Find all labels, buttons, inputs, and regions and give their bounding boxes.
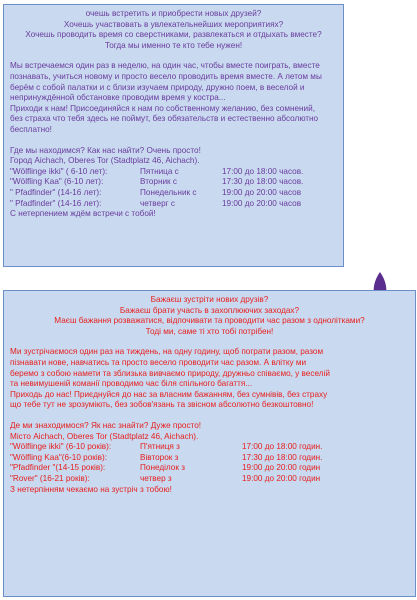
ru-intro-line: непринуждённой обстановке проводим время у костра...: [10, 93, 226, 103]
ru-intro-line: берём с собой палатки и с близи изучаем природу, дружно поем, в веселой и: [10, 82, 305, 92]
ru-time: 19:00 до 20:00 часов: [222, 198, 302, 208]
ru-day: Пятница с: [140, 166, 179, 176]
ua-intro-line: пізнавати нове, навчатись та просто весело проводити час разом. А влітку ми: [10, 357, 307, 367]
ua-time: 17:30 до 18:00 годин.: [242, 452, 323, 462]
ua-header-line: Тоді ми, саме ті хто тобі потрібен!: [145, 326, 274, 336]
ua-intro-paragraph: [10, 347, 409, 411]
ru-location-line: Город Aichach, Oberes Tor (Stadtplatz 46, Aichach).: [10, 156, 200, 166]
ua-closing: З нетерпінням чекаємо на зустріч з тобою!: [10, 484, 172, 494]
ua-time: 17:00 до 18:00 годин.: [242, 442, 323, 452]
ru-header: [10, 9, 337, 51]
ru-location-line: Где мы находимся? Как нас найти? Очень просто!: [10, 145, 201, 155]
ua-group: "Pfadfinder "(14-15 років):: [10, 463, 106, 473]
ru-header-line: Хочешь участвовать в увлекательнейших мероприятиях?: [63, 19, 284, 29]
ua-group: "Rover" (16-21 років):: [10, 473, 90, 483]
ua-time: 19:00 до 20:00 годин: [242, 473, 321, 483]
ru-day: четверг с: [140, 198, 176, 208]
ua-schedule-row: [10, 453, 409, 464]
ru-schedule-row: [10, 188, 337, 199]
ua-schedule: [10, 442, 409, 495]
ru-time: 19:00 до 20:00 часов: [222, 187, 302, 197]
ru-group: " Pfadfinder" (14-16 лет):: [10, 198, 102, 208]
ru-header-line: Хочешь проводить время со сверстниками, развлекаться и отдыхать вместе?: [25, 30, 322, 40]
ru-closing: С нетерпением ждём встречи с тобой!: [10, 209, 156, 219]
ru-header-line: Тогда мы именно те кто тебе нужен!: [104, 40, 243, 50]
ua-intro-line: та невимушеній команії проводимо час біля спільного багаття...: [10, 379, 253, 389]
russian-flyer-box: [3, 4, 344, 267]
ua-intro-line: беремо з собою намети та зблизька вивчаємо природу, дружньо співаємо, у веселій: [10, 368, 330, 378]
ua-header: [10, 295, 409, 337]
ru-day: Понедельник с: [140, 187, 197, 197]
ua-location: [10, 421, 409, 442]
ukrainian-flyer-box: [3, 290, 416, 597]
ru-location: [10, 146, 337, 167]
ru-schedule: [10, 167, 337, 220]
ua-group: "Wölfling Kaa"(6-10 років):: [10, 452, 108, 462]
ua-time: 19:00 до 20:00 годин: [242, 463, 321, 473]
ru-intro-line: бесплатно!: [10, 124, 52, 134]
ua-header-line: Бажаєш брати участь в захоплюючих заходах?: [119, 305, 300, 315]
ua-location-line: Місто Aichach, Oberes Tor (Stadtplatz 46, Aichach).: [10, 431, 199, 441]
ru-time: 17:30 до 18:00 часов.: [222, 177, 304, 187]
ua-header-line: Маєш бажання розважатися, відпочивати та проводити час разом з однолітками?: [54, 316, 365, 326]
ua-intro-line: Ми зустрічаємося один раз на тиждень, на одну годину, щоб пограти разом, разом: [10, 347, 324, 357]
ua-day: четвер з: [140, 473, 172, 483]
ua-header-line: Бажаєш зустріти нових друзів?: [150, 295, 269, 304]
ru-group: " Pfadfinder" (14-16 лет):: [10, 187, 102, 197]
ru-time: 17:00 до 18:00 часов.: [222, 166, 304, 176]
ru-header-line: очешь встретить и приобрести новых друзей?: [85, 9, 262, 18]
ru-group: "Wölflinge ikki" ( 6-10 лет):: [10, 166, 108, 176]
ua-schedule-row: [10, 474, 409, 485]
ru-intro-line: Мы встречаемся один раз в неделю, на один час, чтобы вместе поиграть, вместе: [10, 61, 320, 71]
ua-location-line: Де ми знаходимося? Як нас знайти? Дуже просто!: [10, 420, 202, 430]
ua-day: П'ятниця з: [140, 442, 180, 452]
ru-schedule-row: [10, 167, 337, 178]
ru-intro-line: без страха что тебя здесь не поймут, без обязательств и естественно абсолютно: [10, 114, 319, 124]
ua-intro-line: що тебе тут не зрозуміють, без зобов'язань та звісном абсолютно безкоштовно!: [10, 400, 314, 410]
ru-day: Вторник с: [140, 177, 177, 187]
ru-intro-line: познавать, учиться новому и просто весело проводить время вместе. А летом мы: [10, 71, 322, 81]
ru-intro-line: Приходи к нам! Присоединяйся к нам по собственному желанию, без сомнений,: [10, 103, 315, 113]
ru-intro-paragraph: [10, 61, 337, 135]
ua-day: Понеділок з: [140, 463, 185, 473]
ua-schedule-row: [10, 463, 409, 474]
ua-intro-line: Приходь до нас! Приєднуйся до нас за власним бажанням, без сумнівів, без страху: [10, 389, 328, 399]
ru-schedule-row: [10, 177, 337, 188]
ua-schedule-row: [10, 442, 409, 453]
ru-schedule-row: [10, 199, 337, 210]
ru-group: "Wölfling Kaa" (6-10 лет):: [10, 177, 104, 187]
ua-day: Вівторок з: [140, 452, 179, 462]
ua-group: "Wölflinge ikki" (6-10 років):: [10, 442, 112, 452]
